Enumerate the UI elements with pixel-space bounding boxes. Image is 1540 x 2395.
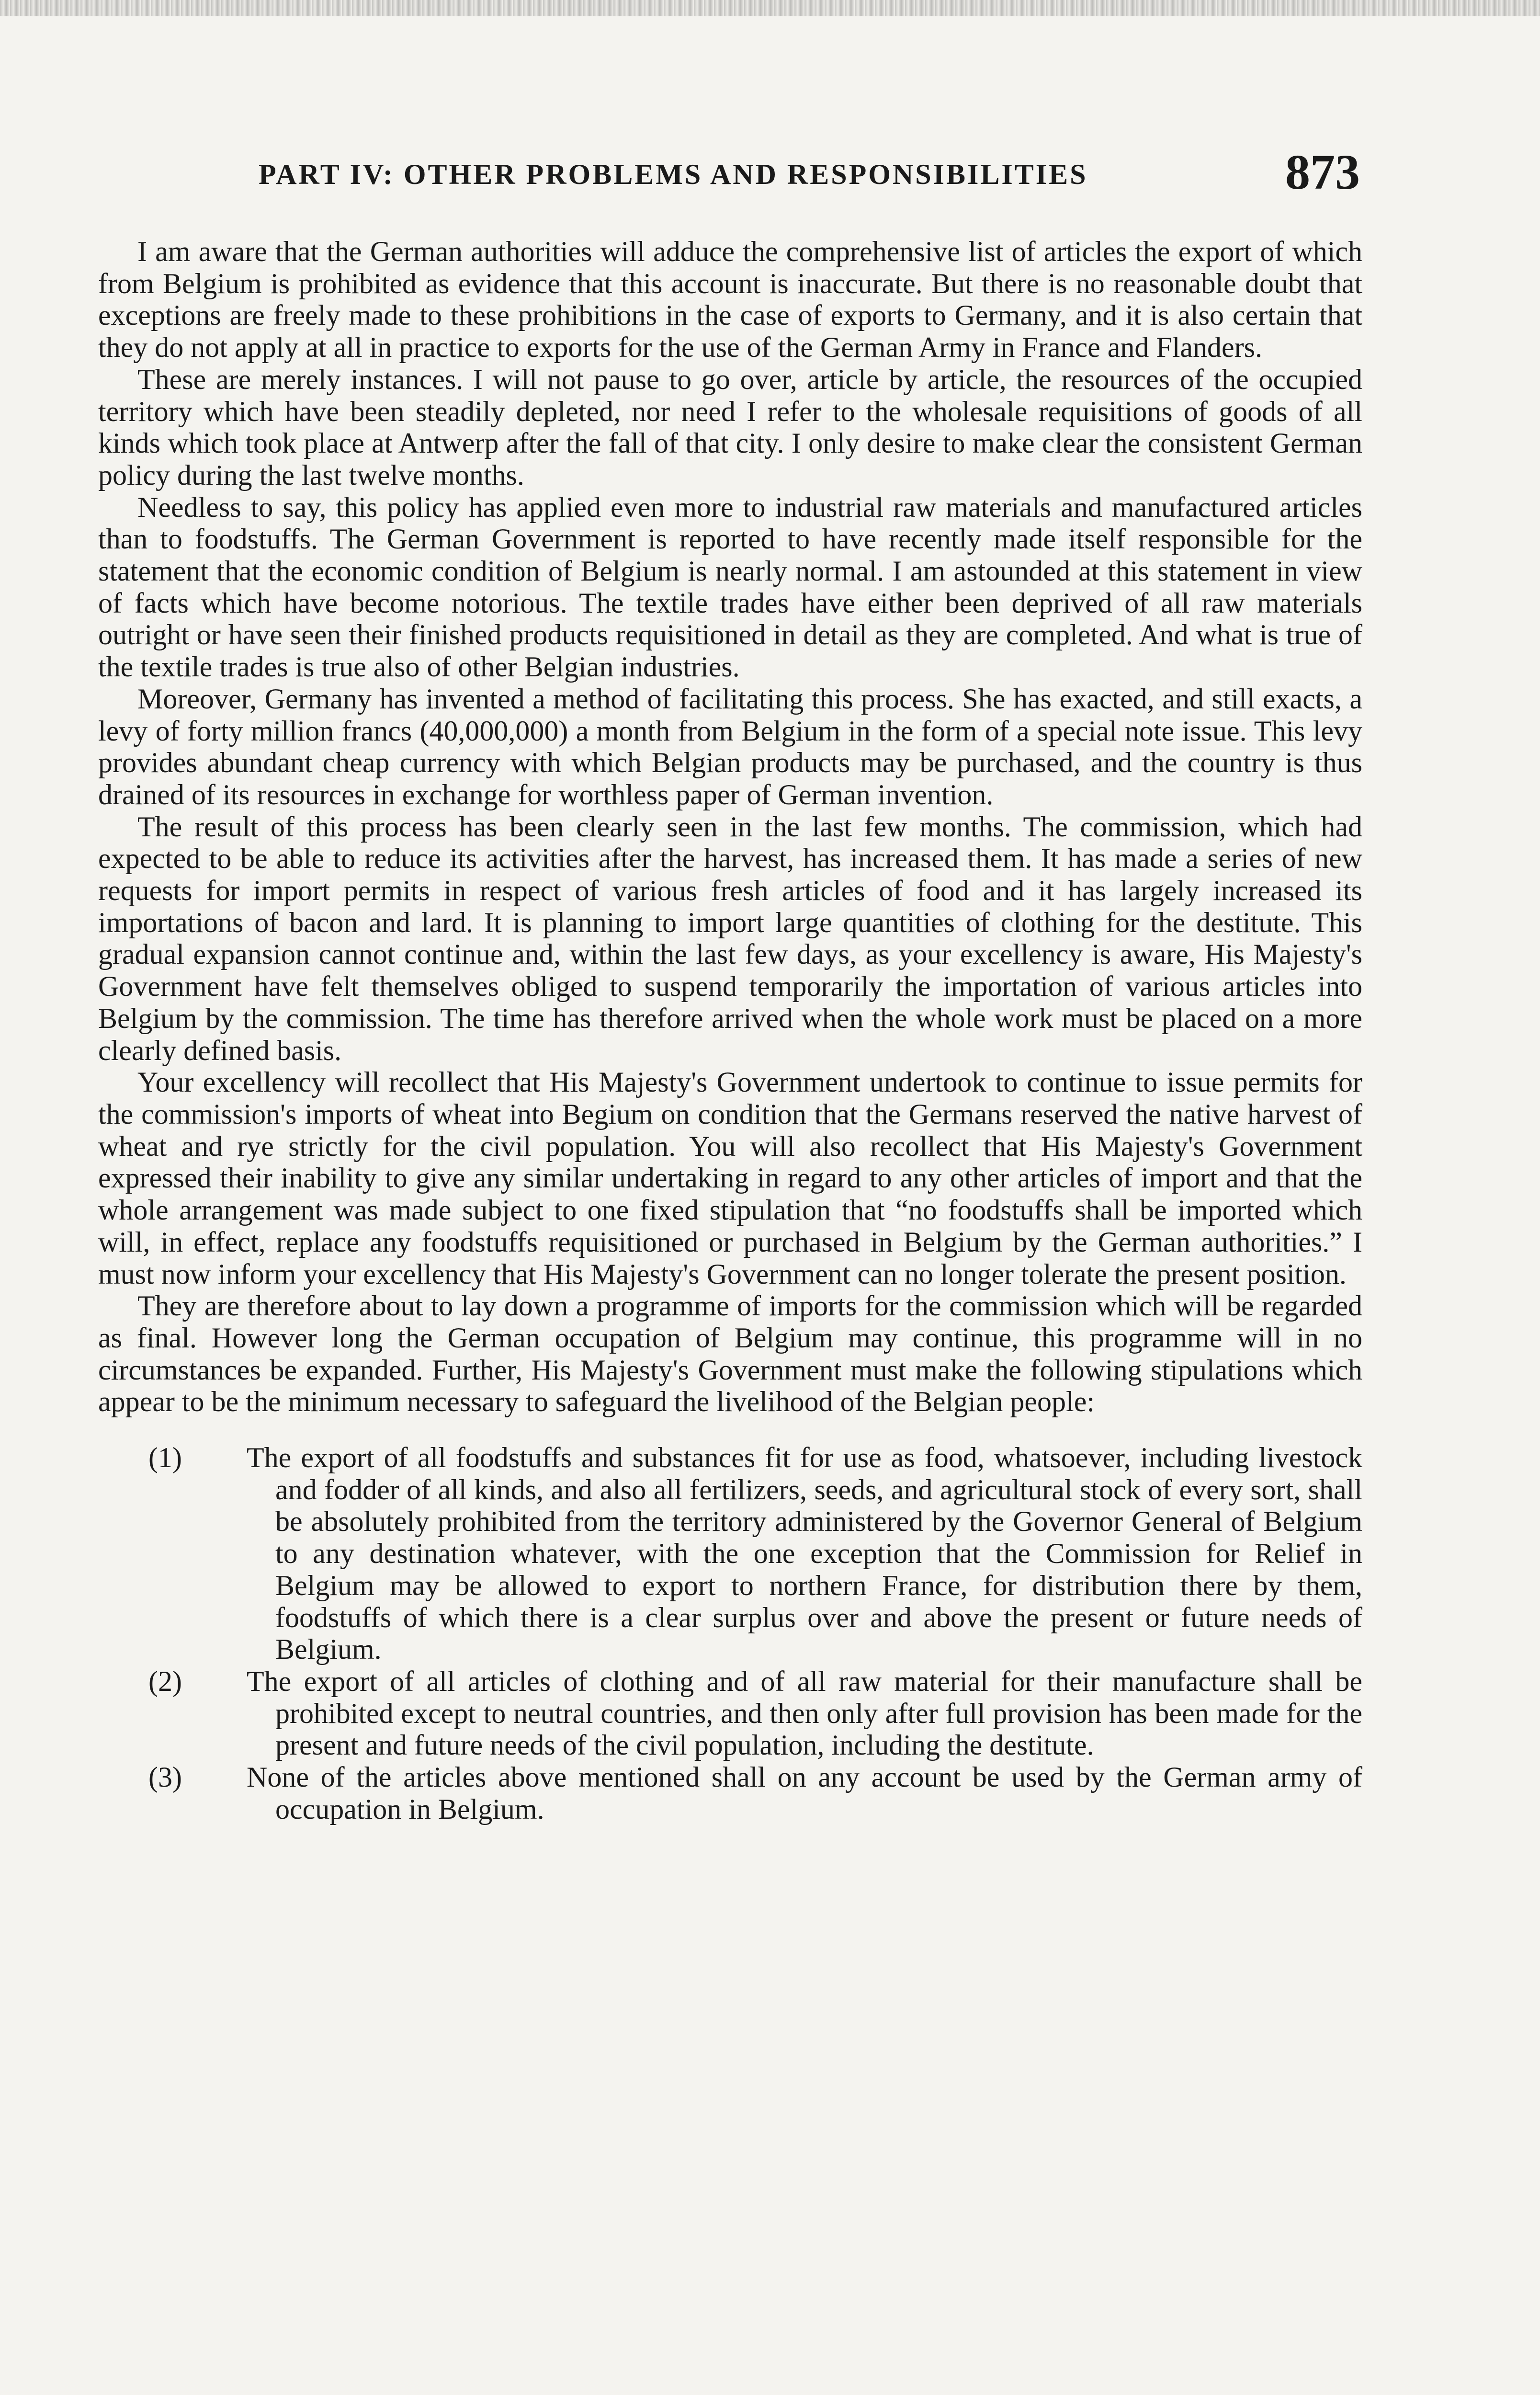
paragraph: Needless to say, this policy has applied even more to industrial raw materials and manufactured articles than to foodstuffs. The German Government is reported to have recently made itself responsible for the statement that the economic condition of Belgium is nearly normal. I am astounded at this statement in view of facts which have become notorious. The textile trades have either been deprived of all raw materials outright or have seen their finished products requisitioned in detail as they are completed. And what is true of the textile trades is true also of other Belgian industries. <box>98 491 1362 683</box>
list-item-text: The export of all foodstuffs and substances fit for use as food, whatsoever, including livestock and fodder of all kinds, and also all fertilizers, seeds, and agricultural stock of every sort, shall be absolutely prohibited from the territory administered by the Governor General of Belgium to any destination whatever, with the one exception that the Commission for Relief in Belgium may be allowed to export to northern France, for distribution there by them, foodstuffs of which there is a clear surplus over and above the present or future needs of Belgium. <box>247 1442 1362 1665</box>
paragraph: They are therefore about to lay down a programme of imports for the commission which will be regarded as final. However long the German occupation of Belgium may continue, this programme will in no circumstances be expanded. Further, His Majesty's Government must make the following stipulations which appear to be the minimum necessary to safeguard the livelihood of the Belgian people: <box>98 1290 1362 1418</box>
list-item-number: (1) <box>148 1442 182 1474</box>
list-item-number: (2) <box>148 1665 182 1697</box>
scan-edge-noise <box>0 0 1540 16</box>
paragraph: Moreover, Germany has invented a method of facilitating this process. She has exacted, and still exacts, a levy of forty million francs (40,000,000) a month from Belgium in the form of a special note issue. This levy provides abundant cheap currency with which Belgian products may be purchased, and the country is thus drained of its resources in exchange for worthless paper of German invention. <box>98 683 1362 810</box>
stipulation-list <box>98 1442 1362 1825</box>
list-item-text: The export of all articles of clothing and of all raw material for their manufacture shall be prohibited except to neutral countries, and then only after full provision has been made for the present and future needs of the civil population, including the destitute. <box>247 1665 1362 1761</box>
body-text <box>98 236 1362 1825</box>
paragraph: Your excellency will recollect that His Majesty's Government undertook to continue to issue permits for the commission's imports of wheat into Begium on condition that the Germans reserved the native harvest of wheat and rye strictly for the civil population. You will also recollect that His Majesty's Government expressed their inability to give any similar undertaking in regard to any other articles of import and that the whole arrangement was made subject to one fixed stipulation that “no foodstuffs shall be imported which will, in effect, replace any foodstuffs requisitioned or purchased in Belgium by the German authorities.” I must now inform your excellency that His Majesty's Government can no longer tolerate the present position. <box>98 1066 1362 1290</box>
page-number: 873 <box>1285 145 1360 200</box>
list-item <box>98 1442 1362 1665</box>
list-item-number: (3) <box>148 1761 182 1793</box>
paragraph: These are merely instances. I will not pause to go over, article by article, the resources of the occupied territory which have been steadily depleted, nor need I refer to the wholesale requisitions of goods of all kinds which took place at Antwerp after the fall of that city. I only desire to make clear the consistent German policy during the last twelve months. <box>98 363 1362 491</box>
paragraph: The result of this process has been clearly seen in the last few months. The commission, which had expected to be able to reduce its activities after the harvest, has increased them. It has made a series of new requests for import permits in respect of various fresh articles of food and it has largely increased its importations of bacon and lard. It is planning to import large quantities of clothing for the destitute. This gradual expansion cannot continue and, within the last few days, as your excellency is aware, His Majesty's Government have felt themselves obliged to suspend temporarily the importation of various articles into Belgium by the commission. The time has therefore arrived when the whole work must be placed on a more clearly defined basis. <box>98 810 1362 1066</box>
list-item <box>98 1665 1362 1761</box>
paragraph: I am aware that the German authorities will adduce the comprehensive list of articles the export of which from Belgium is prohibited as evidence that this account is inaccurate. But there is no reasonable doubt that exceptions are freely made to these prohibitions in the case of exports to Germany, and it is also certain that they do not apply at all in practice to exports for the use of the German Army in France and Flanders. <box>98 236 1362 364</box>
list-item-text: None of the articles above mentioned shall on any account be used by the German army of occupation in Belgium. <box>247 1761 1362 1825</box>
running-head: PART IV: OTHER PROBLEMS AND RESPONSIBILITIES <box>259 159 1088 190</box>
list-item <box>98 1761 1362 1825</box>
page-header <box>259 144 1360 200</box>
